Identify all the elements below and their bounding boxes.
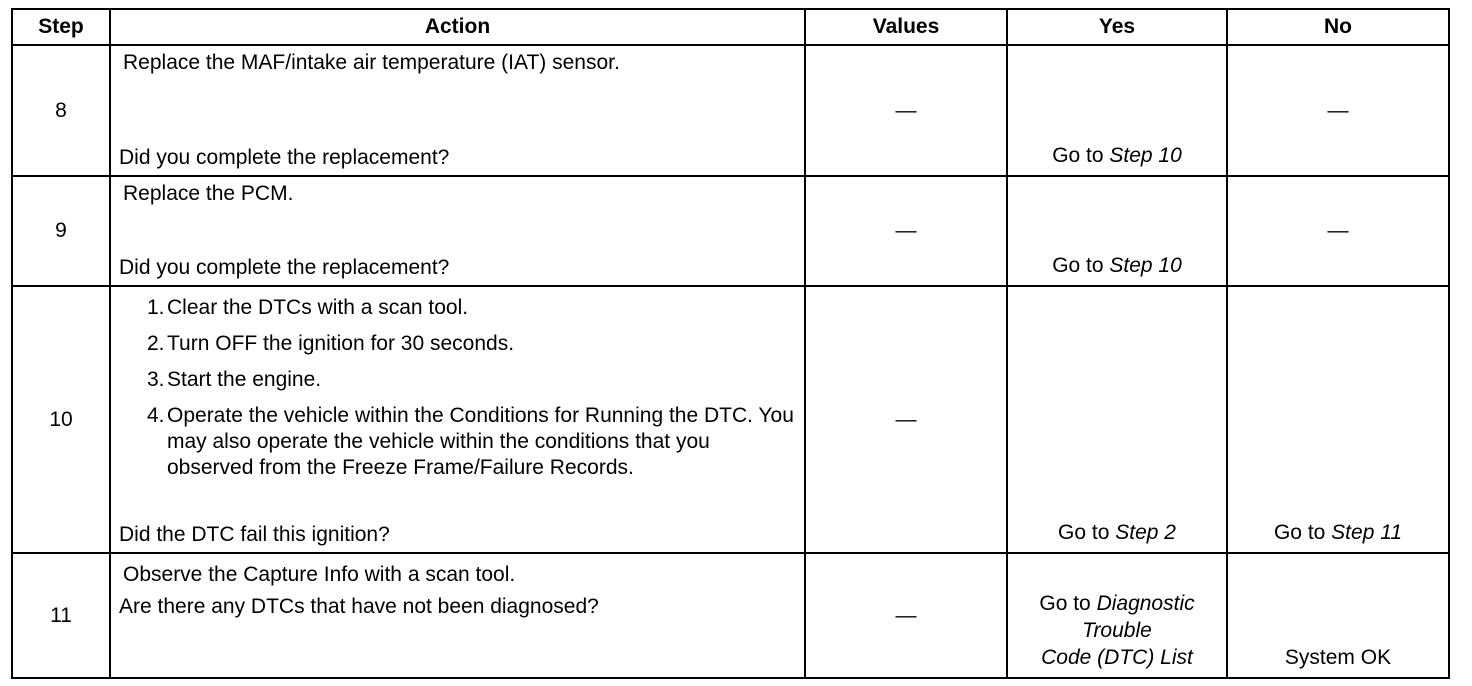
yes-cell bbox=[1007, 176, 1227, 286]
values-dash: — bbox=[895, 219, 917, 242]
values-dash: — bbox=[895, 98, 917, 122]
list-text: Clear the DTCs with a scan tool. bbox=[167, 296, 469, 319]
yes-cell bbox=[1007, 286, 1227, 553]
header-action: Action bbox=[110, 9, 805, 45]
action-steps-list bbox=[123, 295, 794, 481]
yes-prefix: Go to bbox=[1052, 144, 1110, 167]
yes-cell bbox=[1007, 553, 1227, 678]
table-row bbox=[12, 286, 1449, 553]
action-question: Did you complete the replacement? bbox=[119, 256, 450, 279]
values-dash: — bbox=[895, 603, 917, 627]
action-cell bbox=[110, 553, 805, 678]
no-step-link: Step 11 bbox=[1331, 521, 1403, 544]
no-result: System OK bbox=[1284, 646, 1392, 669]
values-cell bbox=[805, 553, 1007, 678]
step-number: 10 bbox=[12, 286, 110, 553]
yes-step-link: Step 10 bbox=[1109, 254, 1182, 277]
step-number: 9 bbox=[12, 176, 110, 286]
list-item bbox=[147, 403, 794, 481]
action-instruction: Replace the MAF/intake air temperature (IAT) sensor. bbox=[123, 51, 620, 74]
yes-step-link: Step 2 bbox=[1115, 521, 1176, 544]
step-number: 8 bbox=[12, 45, 110, 176]
list-text: Start the engine. bbox=[167, 368, 322, 391]
values-cell bbox=[805, 45, 1007, 176]
yes-prefix: Go to bbox=[1052, 254, 1110, 277]
values-dash: — bbox=[895, 407, 917, 431]
table-row bbox=[12, 553, 1449, 678]
table-row bbox=[12, 176, 1449, 286]
action-cell bbox=[110, 176, 805, 286]
action-cell bbox=[110, 286, 805, 553]
list-number: 1. bbox=[147, 296, 165, 319]
header-no: No bbox=[1227, 9, 1449, 45]
diagnostic-table bbox=[11, 8, 1450, 679]
no-cell bbox=[1227, 286, 1449, 553]
action-cell bbox=[110, 45, 805, 176]
list-item bbox=[147, 367, 794, 393]
header-values: Values bbox=[805, 9, 1007, 45]
table-row bbox=[12, 45, 1449, 176]
action-instruction: Observe the Capture Info with a scan tool. bbox=[123, 563, 516, 586]
no-dash: — bbox=[1327, 219, 1349, 242]
list-number: 4. bbox=[147, 404, 165, 427]
yes-link-part1: Diagnostic bbox=[1096, 592, 1195, 615]
no-cell bbox=[1227, 553, 1449, 678]
list-text: Turn OFF the ignition for 30 seconds. bbox=[167, 332, 515, 355]
list-item bbox=[147, 331, 794, 357]
action-instruction: Replace the PCM. bbox=[123, 182, 294, 205]
action-question: Did you complete the replacement? bbox=[119, 146, 450, 169]
yes-link-part3: Code (DTC) List bbox=[1041, 646, 1193, 669]
list-number: 3. bbox=[147, 368, 165, 391]
no-cell bbox=[1227, 176, 1449, 286]
list-number: 2. bbox=[147, 332, 165, 355]
no-dash: — bbox=[1327, 98, 1349, 122]
yes-cell bbox=[1007, 45, 1227, 176]
action-question: Are there any DTCs that have not been diagnosed? bbox=[119, 595, 599, 618]
values-cell bbox=[805, 176, 1007, 286]
values-cell bbox=[805, 286, 1007, 553]
yes-link-part2: Trouble bbox=[1082, 619, 1152, 642]
step-number: 11 bbox=[12, 553, 110, 678]
no-prefix: Go to bbox=[1273, 521, 1332, 544]
no-cell bbox=[1227, 45, 1449, 176]
header-step: Step bbox=[12, 9, 110, 45]
action-question: Did the DTC fail this ignition? bbox=[119, 523, 390, 546]
list-item bbox=[147, 295, 794, 321]
list-text: Operate the vehicle within the Conditions for Running the DTC. You may also operate the vehicle within the conditions that you observed from the Freeze Frame/Failure Records. bbox=[167, 404, 794, 479]
yes-prefix: Go to bbox=[1058, 521, 1116, 544]
yes-prefix: Go to bbox=[1039, 592, 1097, 615]
header-row bbox=[12, 9, 1449, 45]
header-yes: Yes bbox=[1007, 9, 1227, 45]
yes-step-link: Step 10 bbox=[1109, 144, 1182, 167]
